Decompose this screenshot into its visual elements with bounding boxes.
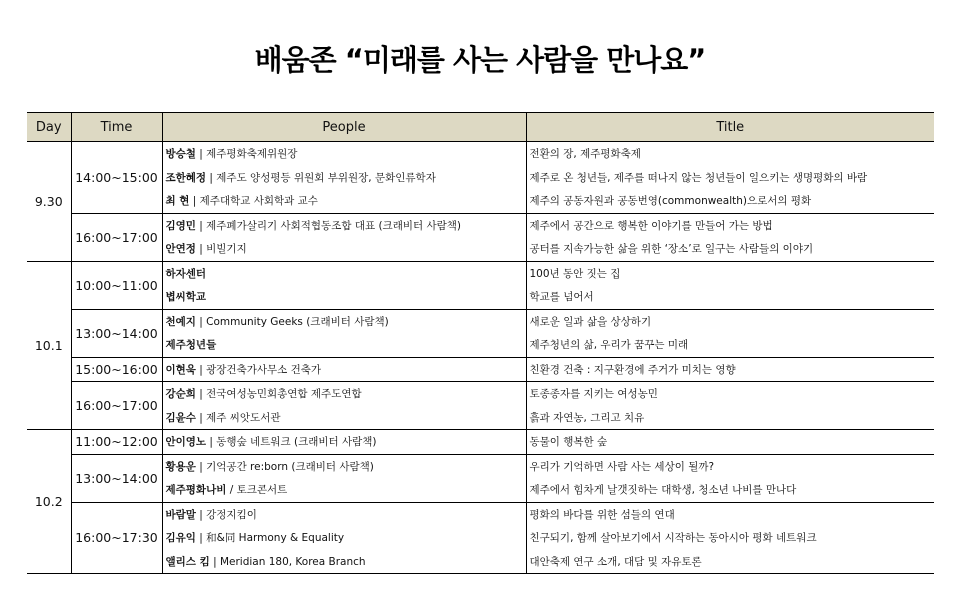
people-cell [162, 430, 526, 455]
time-cell: 13:00~14:00 [71, 309, 162, 357]
session-title: 제주에서 힘차게 날갯짓하는 대학생, 청소년 나비를 만나다 [526, 478, 934, 502]
table-row [27, 166, 934, 190]
person-role: | 전국여성농민회총연합 제주도연합 [195, 388, 362, 401]
session-title: 토종종자를 지키는 여성농민 [529, 388, 658, 401]
session-title: 친환경 건축 : 지구환경에 주거가 미치는 영향 [526, 357, 934, 382]
people-cell [162, 406, 526, 430]
table-row [27, 285, 934, 309]
person-name: 방승철 [165, 148, 196, 161]
session-title: 제주의 공동자원과 공동번영(commonwealth)으로서의 평화 [526, 189, 934, 213]
people-cell [162, 382, 526, 406]
table-row [27, 357, 934, 382]
people-cell [162, 166, 526, 190]
person-name: 김영민 [165, 219, 196, 232]
session-title: 제주청년의 삶, 우리가 꿈꾸는 미래 [526, 333, 934, 357]
person-name: 김유익 [165, 532, 196, 545]
people-cell [162, 189, 526, 213]
table-row [27, 213, 934, 237]
session-title: 학교를 넘어서 [526, 285, 934, 309]
people-cell [162, 502, 526, 526]
session-title: 친구되기, 함께 살아보기에서 시작하는 동아시아 평화 네트워크 [529, 532, 817, 545]
person-role: | 제주도 양성평등 위원회 부위원장, 문화인류학자 [206, 171, 436, 184]
person-role: | 강정지킴이 [195, 508, 257, 521]
session-title: 100년 동안 짓는 집 [529, 267, 621, 280]
person-role: | 동행숲 네트워크 (크래비터 사람책) [206, 436, 377, 449]
day-cell: 10.1 [27, 261, 71, 430]
table-row [27, 189, 934, 213]
time-cell: 11:00~12:00 [71, 430, 162, 455]
person-name: 최 현 [165, 195, 190, 208]
session-title: 제주에서 공간으로 행복한 이야기를 만들어 가는 방법 [529, 219, 773, 232]
people-cell [162, 333, 526, 357]
session-title: 새로운 일과 삶을 상상하기 [529, 315, 652, 328]
session-title: 대안축제 연구 소개, 대담 및 자유토론 [526, 550, 934, 574]
person-name: 안이영노 [165, 436, 207, 449]
people-cell [162, 261, 526, 285]
session-title: 흙과 자연농, 그리고 치유 [526, 406, 934, 430]
table-row [27, 502, 934, 526]
table-row [27, 237, 934, 261]
schedule-table [27, 112, 934, 574]
header-time: Time [71, 113, 162, 142]
time-cell: 16:00~17:30 [71, 502, 162, 574]
table-row [27, 406, 934, 430]
person-name: 볍씨학교 [165, 291, 207, 304]
person-role: | 和&同 Harmony & Equality [195, 532, 345, 545]
table-row [27, 261, 934, 285]
person-role: | 기억공간 re:born (크래비터 사람책) [195, 460, 374, 473]
table-row [27, 333, 934, 357]
table-row [27, 526, 934, 550]
page-title: 배움존 “미래를 사는 사람을 만나요” [254, 43, 706, 77]
person-name: 천예지 [165, 315, 196, 328]
day-cell: 10.2 [27, 430, 71, 574]
session-title: 우리가 기억하면 사람 사는 세상이 될까? [529, 460, 715, 473]
person-name: 바람말 [165, 508, 196, 521]
person-role: | 제주대학교 사회학과 교수 [189, 195, 318, 208]
session-title: 전환의 장, 제주평화축제 [529, 148, 641, 161]
people-cell [162, 237, 526, 261]
people-cell [162, 213, 526, 237]
day-cell: 9.30 [27, 142, 71, 262]
schedule-body [27, 142, 934, 574]
time-cell: 13:00~14:00 [71, 454, 162, 502]
session-title: 공터를 지속가능한 삶을 위한 ‘장소’로 일구는 사람들의 이야기 [526, 237, 934, 261]
people-cell [162, 526, 526, 550]
person-name: 하자센터 [165, 267, 207, 280]
header-day: Day [27, 113, 71, 142]
person-name: 조한혜정 [165, 171, 207, 184]
time-cell: 15:00~16:00 [71, 357, 162, 382]
table-row [27, 550, 934, 574]
time-cell: 16:00~17:00 [71, 382, 162, 430]
people-cell [162, 550, 526, 574]
person-name: 강순희 [165, 388, 196, 401]
session-title: 제주로 온 청년들, 제주를 떠나지 않는 청년들이 일으키는 생명평화의 바람 [529, 171, 868, 184]
people-cell [162, 309, 526, 333]
table-row [27, 478, 934, 502]
people-cell [162, 478, 526, 502]
header-title: Title [526, 113, 934, 142]
person-role: / 토크콘서트 [226, 484, 288, 497]
person-name: 황용운 [165, 460, 196, 473]
table-row [27, 430, 934, 455]
person-role: | 제주폐가살리기 사회적협동조합 대표 (크래비터 사람책) [195, 219, 461, 232]
table-row [27, 309, 934, 333]
table-row [27, 142, 934, 166]
session-title: 평화의 바다를 위한 섬들의 연대 [529, 508, 675, 521]
person-name: 제주청년들 [165, 339, 217, 352]
table-header-row [27, 113, 934, 142]
table-row [27, 382, 934, 406]
time-cell: 14:00~15:00 [71, 142, 162, 214]
person-name: 앨리스 킴 [165, 555, 210, 568]
table-row [27, 454, 934, 478]
person-role: | 비빌기지 [195, 243, 247, 256]
people-cell [162, 142, 526, 166]
session-title: 동물이 행복한 숲 [526, 430, 934, 455]
person-role: | 제주평화축제위원장 [195, 148, 298, 161]
people-cell [162, 454, 526, 478]
header-people: People [162, 113, 526, 142]
person-role: | 제주 씨앗도서관 [195, 411, 281, 424]
person-name: 이현욱 [165, 363, 196, 376]
time-cell: 10:00~11:00 [71, 261, 162, 309]
person-role: | Community Geeks (크래비터 사람책) [195, 315, 389, 328]
person-role: | 광장건축가사무소 건축가 [195, 363, 322, 376]
person-name: 제주평화나비 [165, 484, 227, 497]
person-name: 안연정 [165, 243, 196, 256]
time-cell: 16:00~17:00 [71, 213, 162, 261]
person-name: 김윤수 [165, 411, 196, 424]
people-cell [162, 285, 526, 309]
person-role: | Meridian 180, Korea Branch [209, 555, 366, 568]
people-cell [162, 357, 526, 382]
